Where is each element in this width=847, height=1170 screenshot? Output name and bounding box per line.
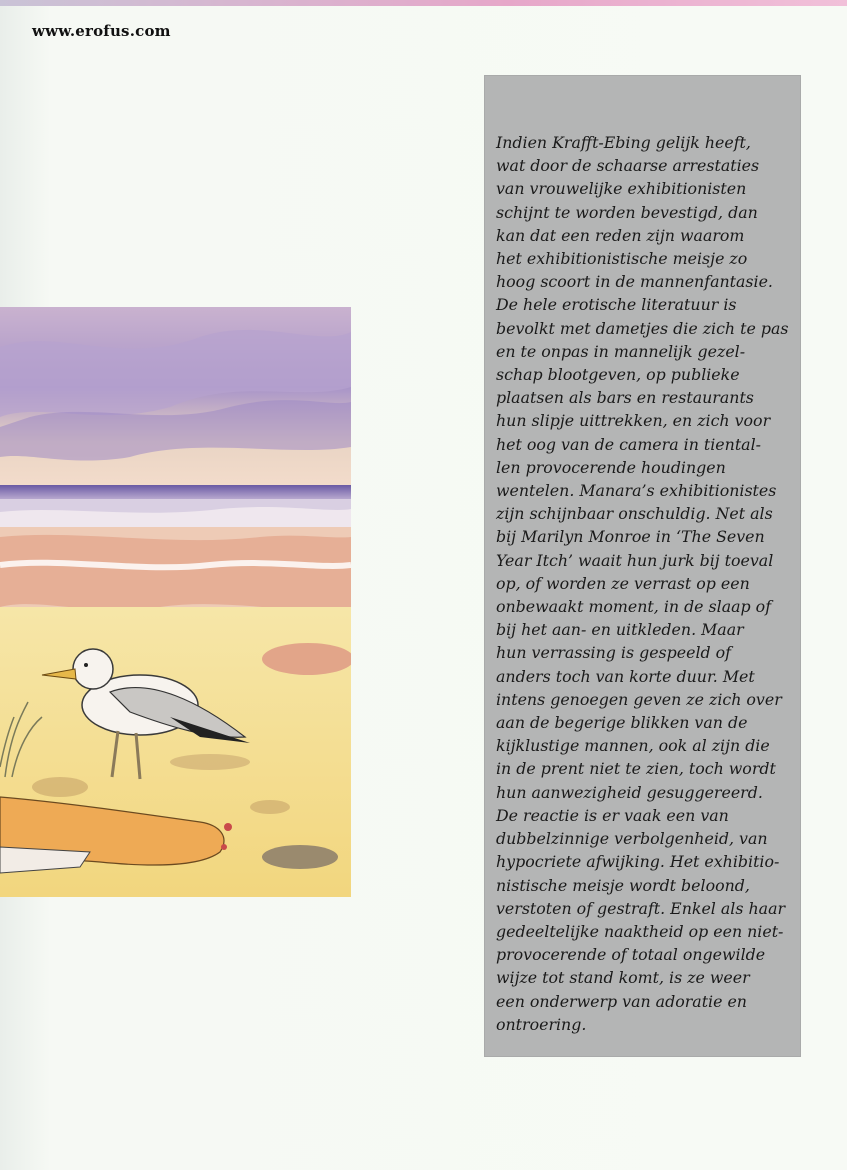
text-line: zijn schijnbaar onschuldig. Net als <box>496 504 773 524</box>
text-line: op, of worden ze verrast op een <box>496 573 750 593</box>
text-line: schijnt te worden bevestigd, dan <box>496 202 758 222</box>
text-line: len provocerende houdingen <box>496 457 726 477</box>
text-line: wat door de schaarse arrestaties <box>496 156 760 176</box>
watermark-text: www.erofus.com <box>32 22 171 40</box>
text-line: hun aanwezigheid gesuggereerd. <box>496 782 763 802</box>
text-line: gedeeltelijke naaktheid op een niet- <box>496 921 784 941</box>
beach-seagull-illustration <box>0 307 351 897</box>
text-line: een onderwerp van adoratie en <box>496 991 747 1011</box>
text-line: en te onpas in mannelijk gezel- <box>496 341 746 361</box>
text-line: onbewaakt moment, in de slaap of <box>496 597 772 617</box>
text-line: dubbelzinnige verbolgenheid, van <box>496 829 768 849</box>
text-line: in de prent niet te zien, toch wordt <box>496 759 776 779</box>
text-line: Year Itch’ waait hun jurk bij toeval <box>496 550 774 570</box>
text-line: hun slipje uittrekken, en zich voor <box>496 411 771 431</box>
text-line: provocerende of totaal ongewilde <box>496 945 766 965</box>
text-line: hoog scoort in de mannenfantasie. <box>496 272 773 292</box>
text-line: Indien Krafft-Ebing gelijk heeft, <box>496 133 751 152</box>
text-line: bij het aan- en uitkleden. Maar <box>496 620 744 640</box>
text-line: plaatsen als bars en restaurants <box>496 388 754 408</box>
text-line: het exhibitionistische meisje zo <box>496 249 748 269</box>
text-line: verstoten of gestraft. Enkel als haar <box>496 898 786 918</box>
text-line: intens genoegen geven ze zich over <box>496 689 782 709</box>
text-line: het oog van de camera in tiental- <box>496 434 761 454</box>
body-text <box>496 131 796 1036</box>
text-line: De hele erotische literatuur is <box>496 295 737 315</box>
text-line: bevolkt met dametjes die zich te pas <box>496 318 789 338</box>
text-line: nistische meisje wordt beloond, <box>496 875 750 895</box>
text-line: hypocriete afwijking. Het exhibitio- <box>496 852 780 872</box>
text-line: De reactie is er vaak een van <box>496 805 729 825</box>
text-line: anders toch van korte duur. Met <box>496 666 755 686</box>
text-line: van vrouwelijke exhibitionisten <box>496 179 747 199</box>
text-line: ontroering. <box>496 1014 587 1034</box>
text-line: schap blootgeven, op publieke <box>496 365 740 385</box>
text-line: kijklustige mannen, ook al zijn die <box>496 736 770 756</box>
text-line: aan de begerige blikken van de <box>496 713 748 733</box>
top-edge-strip <box>0 0 847 6</box>
text-line: wentelen. Manara’s exhibitionistes <box>496 481 777 501</box>
text-line: kan dat een reden zijn waarom <box>496 225 745 245</box>
text-line: bij Marilyn Monroe in ‘The Seven <box>496 527 765 547</box>
text-line: wijze tot stand komt, is ze weer <box>496 968 750 988</box>
text-line: hun verrassing is gespeeld of <box>496 643 732 663</box>
